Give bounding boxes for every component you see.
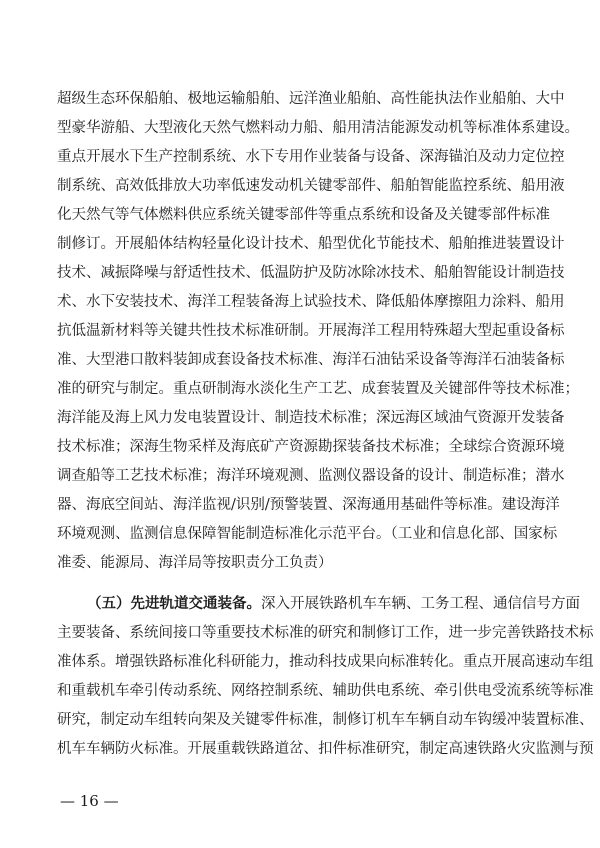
paragraph-1-line-1: 超级生态环保船舶、极地运输船舶、远洋渔业船舶、高性能执法作业船舶、大中 — [57, 91, 565, 107]
paragraph-1-line-3: 重点开展水下生产控制系统、水下专用作业装备与设备、深海锚泊及动力定位控 — [57, 149, 565, 165]
paragraph-1-line-17: 准委、能源局、海洋局等按职责分工负责） — [57, 555, 333, 571]
paragraph-1-line-16: 环境观测、监测信息保障智能制造标准化示范平台。（工业和信息化部、国家标 — [57, 526, 558, 542]
paragraph-1-line-4: 制系统、高效低排放大功率低速发动机关键零部件、船舶智能监控系统、船用液 — [57, 178, 565, 194]
paragraph-1-line-9: 抗低温新材料等关键共性技术标准研制。开展海洋工程用特殊超大型起重设备标 — [57, 323, 565, 339]
paragraph-2-line-6: 机车车辆防火标准。开展重载铁路道岔、扣件标准研究，制定高速铁路火灾监测与预 — [57, 741, 594, 757]
paragraph-2-line-4: 和重载机车牵引传动系统、网络控制系统、辅助供电系统、牵引供电受流系统等标准 — [57, 683, 594, 699]
paragraph-1-line-7: 技术、减振降噪与舒适性技术、低温防护及防冰除冰技术、船舶智能设计制造技 — [57, 265, 565, 281]
paragraph-1-line-14: 调查船等工艺技术标准；海洋环境观测、监测仪器设备的设计、制造标准；潜水 — [57, 468, 565, 484]
paragraph-2-line-2: 主要装备、系统间接口等重要技术标准的研究和制修订工作，进一步完善铁路技术标 — [57, 625, 594, 641]
paragraph-1-line-10: 准、大型港口散料装卸成套设备技术标准、海洋石油钻采设备等海洋石油装备标 — [57, 352, 565, 368]
paragraph-1-line-8: 术、水下安装技术、海洋工程装备海上试验技术、降低船体摩擦阻力涂料、船用 — [57, 294, 565, 310]
paragraph-2-line-3: 准体系。增强铁路标准化科研能力，推动科技成果向标准转化。重点开展高速动车组 — [57, 654, 594, 670]
paragraph-2-line-1-text: 深入开展铁路机车车辆、工务工程、通信信号方面 — [261, 596, 580, 612]
paragraph-2-line-5: 研究，制定动车组转向架及关键零件标准，制修订机车车辆自动车钩缓冲装置标准、 — [57, 712, 594, 728]
paragraph-1-line-6: 制修订。开展船体结构轻量化设计技术、船型优化节能技术、船舶推进装置设计 — [57, 236, 565, 252]
paragraph-1-line-13: 技术标准；深海生物采样及海底矿产资源勘探装备技术标准；全球综合资源环境 — [57, 439, 565, 455]
paragraph-2-line-1 — [87, 594, 580, 614]
section-heading: （五）先进轨道交通装备。 — [87, 595, 261, 612]
paragraph-1-line-15: 器、海底空间站、海洋监视/识别/预警装置、深海通用基础件等标准。建设海洋 — [57, 497, 560, 513]
paragraph-1-line-5: 化天然气等气体燃料供应系统关键零部件等重点系统和设备及关键零部件标准 — [57, 207, 550, 223]
paragraph-1-line-11: 准的研究与制定。重点研制海水淡化生产工艺、成套装置及关键部件等技术标准； — [57, 381, 579, 397]
paragraph-1-line-12: 海洋能及海上风力发电装置设计、制造技术标准；深远海区域油气资源开发装备 — [57, 410, 565, 426]
paragraph-1-line-2: 型豪华游船、大型液化天然气燃料动力船、船用清洁能源发动机等标准体系建设。 — [57, 120, 579, 136]
page-number: — 16 — — [60, 792, 119, 810]
